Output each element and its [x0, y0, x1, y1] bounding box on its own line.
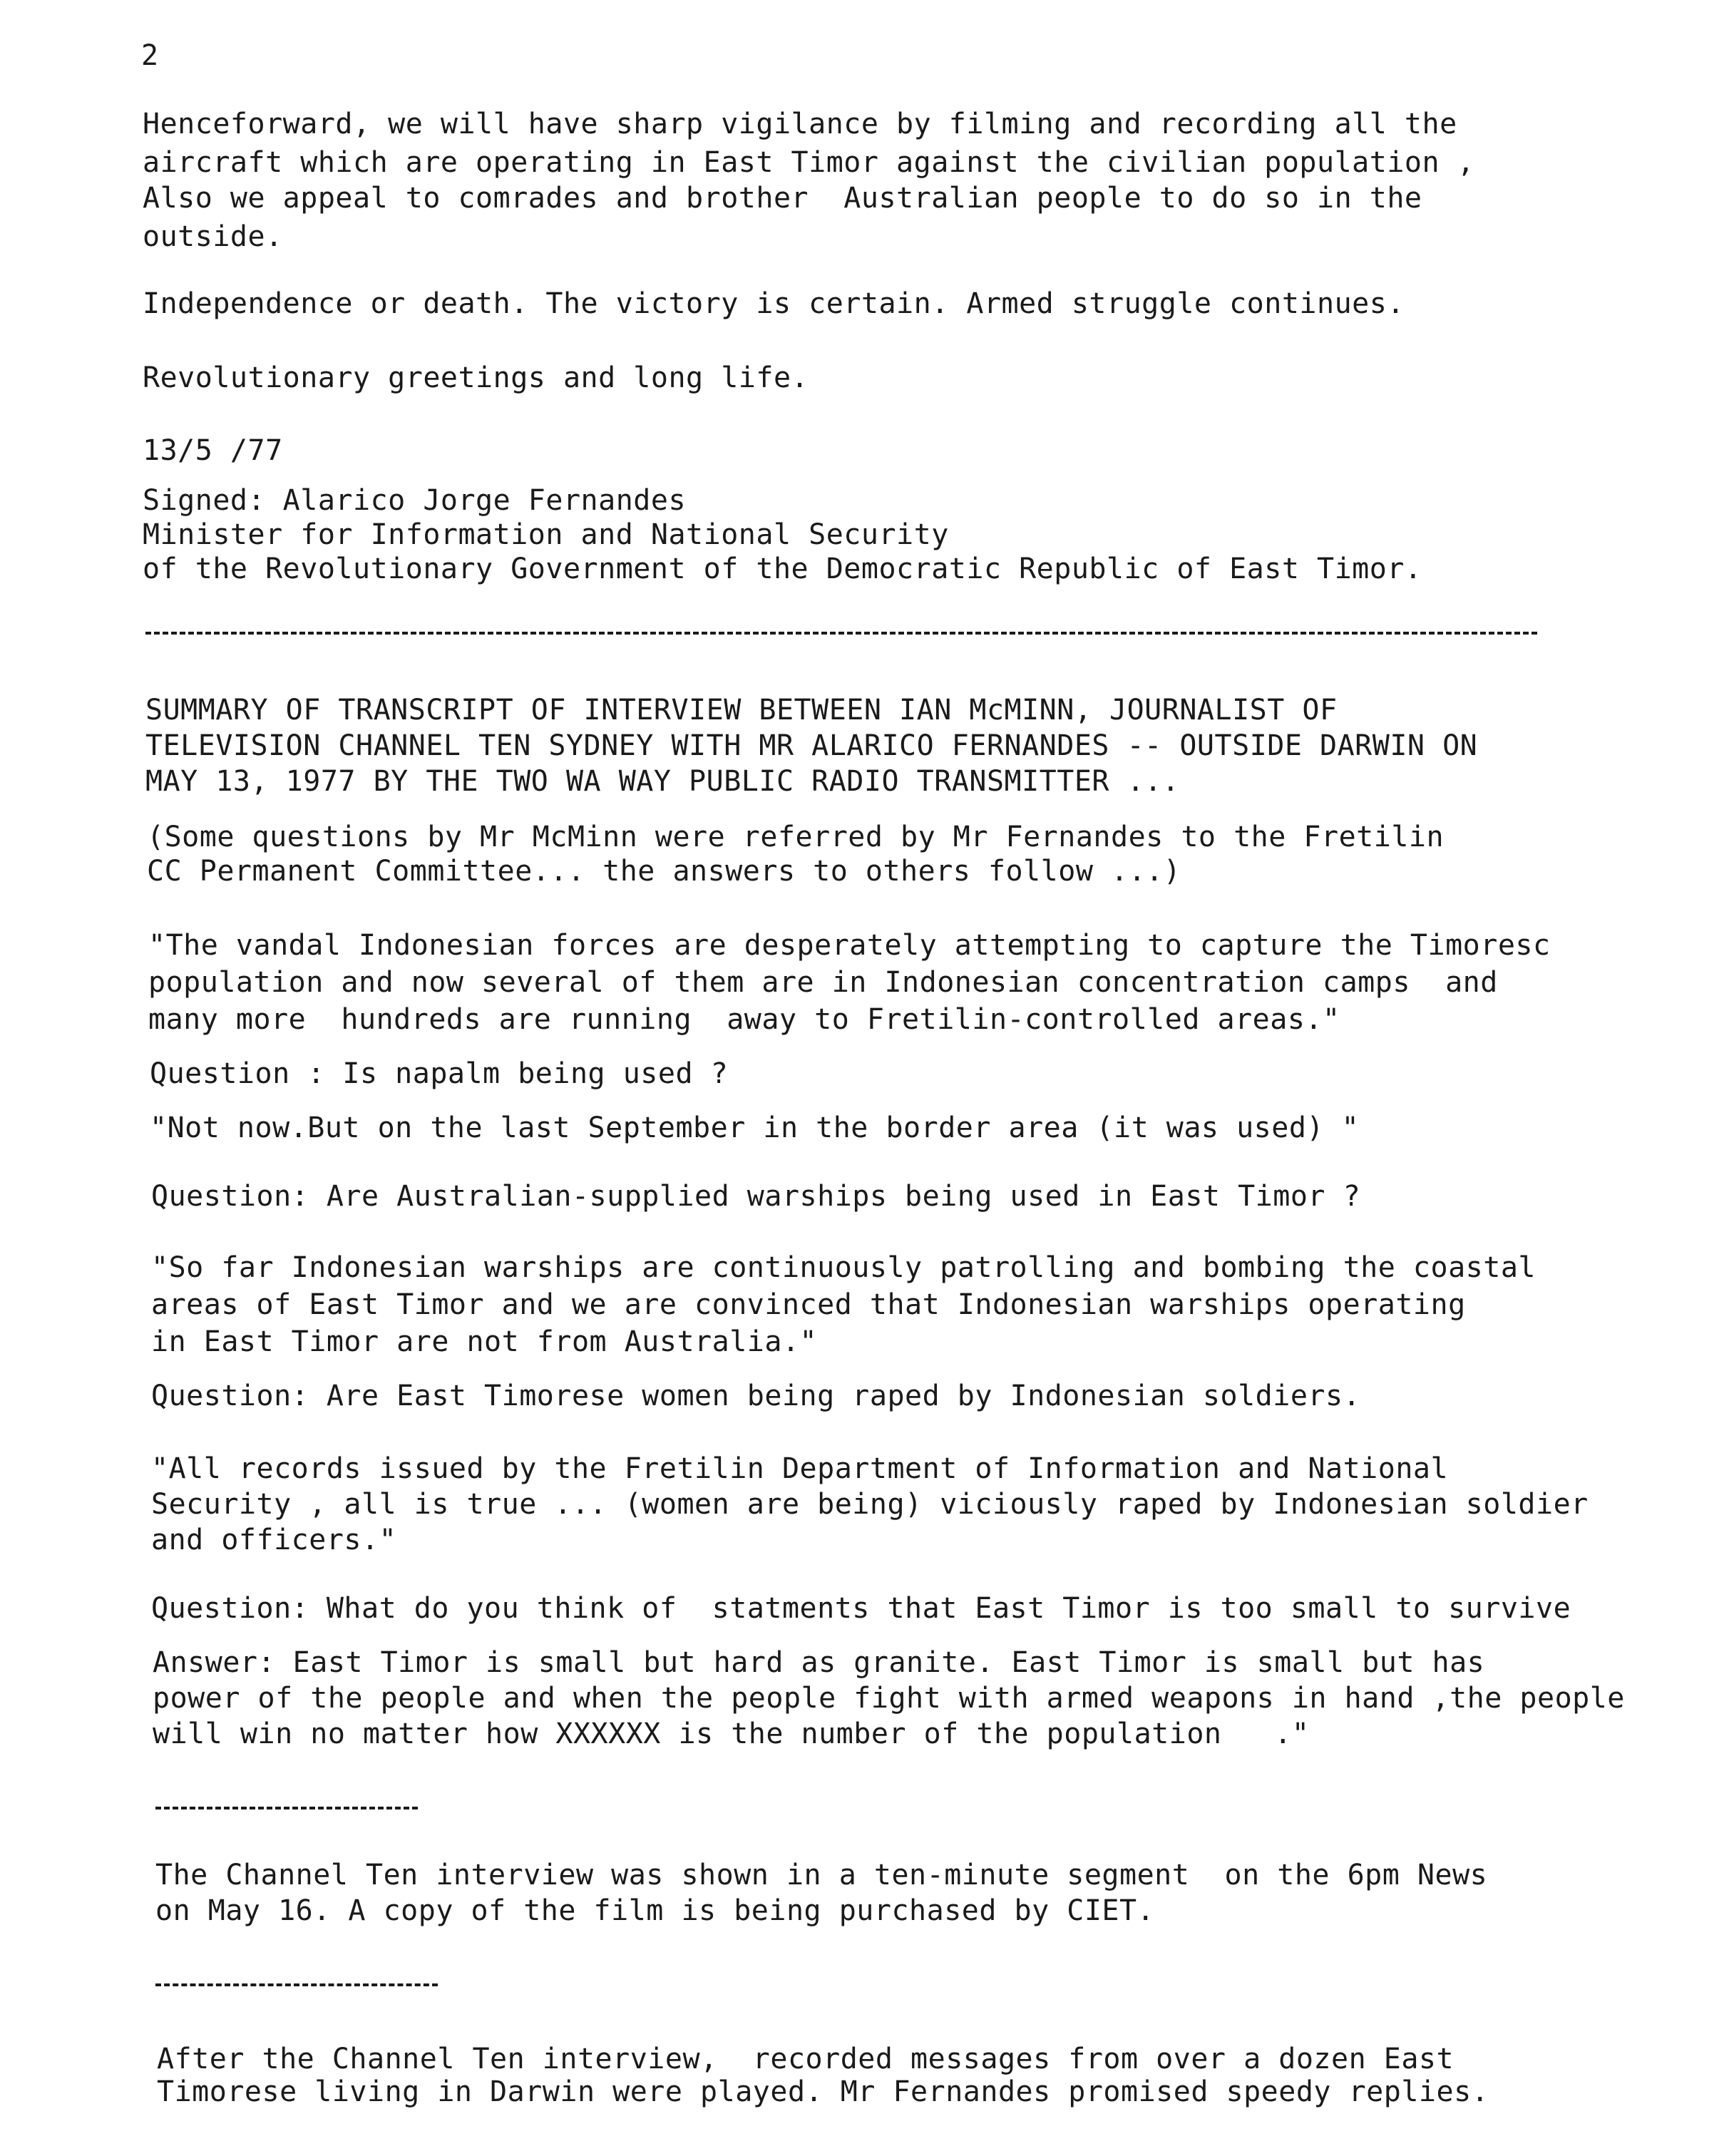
letter-line: Henceforward, we will have sharp vigilance by filming and recording all the [143, 108, 1457, 140]
summary-heading-line: SUMMARY OF TRANSCRIPT OF INTERVIEW BETWEEN IAN McMINN, JOURNALIST OF [145, 694, 1338, 727]
answer-line: "All records issued by the Fretilin Department of Information and National [151, 1452, 1449, 1485]
answer-line: Security , all is true ... (women are being) viciously raped by Indonesian soldier [151, 1488, 1589, 1521]
letter-line: outside. [143, 220, 283, 253]
page-number: 2 [141, 39, 159, 72]
broadcast-line: on May 16. A copy of the film is being purchased by CIET. [155, 1894, 1155, 1927]
slogan: Independence or death. The victory is certain. Armed struggle continues. [143, 287, 1405, 320]
signature-line: Signed: Alarico Jorge Fernandes [143, 484, 687, 517]
section-divider [145, 632, 1537, 635]
answer-line: will win no matter how XXXXXX is the number of the population ." [153, 1718, 1310, 1750]
summary-note-line: (Some questions by Mr McMinn were referred by Mr Fernandes to the Fretilin [147, 821, 1445, 853]
statement-line: many more hundreds are running away to Fretilin-controlled areas." [148, 1003, 1340, 1036]
broadcast-line: The Channel Ten interview was shown in a ten-minute segment on the 6pm News [155, 1859, 1488, 1891]
messages-line: After the Channel Ten interview, recorded messages from over a dozen East [157, 2043, 1455, 2075]
letter-line: Also we appeal to comrades and brother Australian people to do so in the [143, 182, 1422, 215]
answer-line: Answer: East Timor is small but hard as granite. East Timor is small but has [153, 1646, 1485, 1679]
answer-line: in East Timor are not from Australia." [151, 1325, 818, 1358]
summary-heading-line: MAY 13, 1977 BY THE TWO WA WAY PUBLIC RADIO TRANSMITTER ... [145, 765, 1180, 798]
answer: "Not now.But on the last September in the border area (it was used) " [150, 1112, 1360, 1144]
short-divider [155, 1807, 418, 1809]
answer-line: areas of East Timor and we are convinced that Indonesian warships operating [151, 1288, 1466, 1321]
messages-line: Timorese living in Darwin were played. Mr Fernandes promised speedy replies. [157, 2075, 1489, 2108]
letter-date: 13/5 /77 [143, 434, 283, 467]
question: Question: What do you think of statments that East Timor is too small to survive [151, 1592, 1571, 1625]
answer-line: and officers." [151, 1524, 397, 1556]
statement-line: "The vandal Indonesian forces are desperately attempting to capture the Timoresc [148, 929, 1551, 962]
summary-heading-line: TELEVISION CHANNEL TEN SYDNEY WITH MR ALARICO FERNANDES -- OUTSIDE DARWIN ON [145, 729, 1478, 762]
signature-line: Minister for Information and National Security [143, 518, 949, 551]
signature-line: of the Revolutionary Government of the Democratic Republic of East Timor. [143, 553, 1422, 585]
question: Question: Are East Timorese women being raped by Indonesian soldiers. [151, 1380, 1361, 1412]
statement-line: population and now several of them are in Indonesian concentration camps and [148, 966, 1498, 999]
question: Question: Are Australian-supplied warships being used in East Timor ? [151, 1180, 1361, 1213]
question: Question : Is napalm being used ? [150, 1057, 729, 1090]
answer-line: "So far Indonesian warships are continuously patrolling and bombing the coastal [151, 1251, 1536, 1284]
summary-note-line: CC Permanent Committee... the answers to others follow ...) [147, 855, 1181, 888]
greeting: Revolutionary greetings and long life. [143, 361, 809, 394]
answer-line: power of the people and when the people fight with armed weapons in hand ,the people [153, 1682, 1625, 1715]
short-divider [155, 1983, 438, 1986]
letter-line: aircraft which are operating in East Timor against the civilian population , [143, 146, 1475, 179]
